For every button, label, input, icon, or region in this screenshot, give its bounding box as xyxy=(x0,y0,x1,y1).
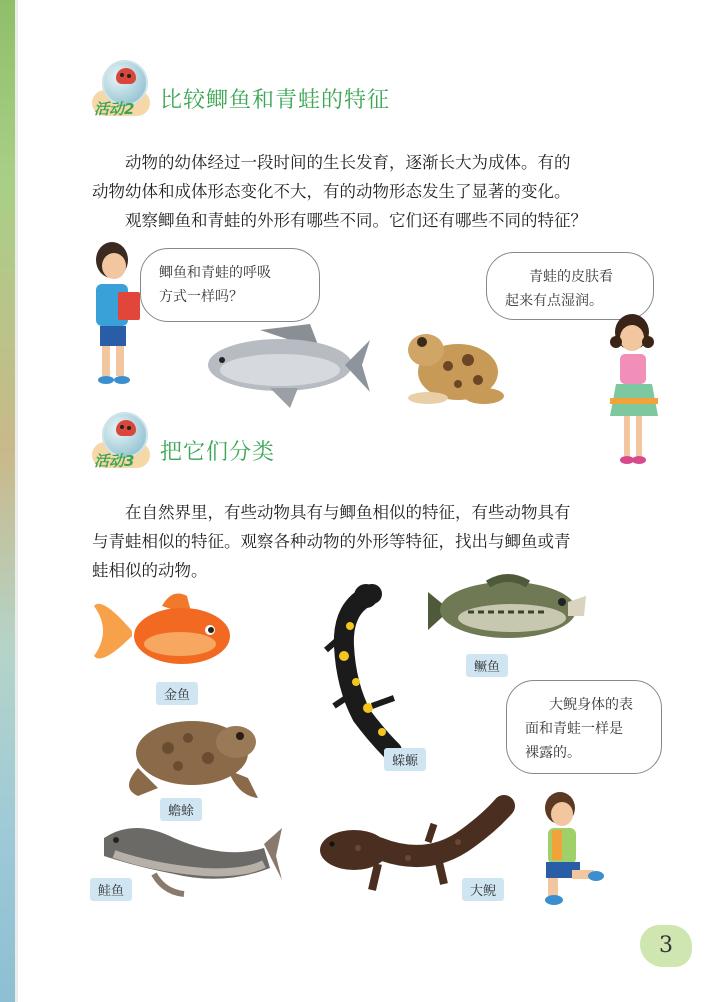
bubble-line: 大鲵身体的表 xyxy=(549,697,633,713)
crucian-carp-image xyxy=(200,320,370,410)
ladybug-icon xyxy=(116,420,136,436)
label-giant-salamander: 大鲵 xyxy=(462,878,504,901)
boy-reading-illustration xyxy=(88,240,148,390)
girl-speech-bubble xyxy=(486,252,654,320)
activity-2-title: 比较鲫鱼和青蛙的特征 xyxy=(160,88,391,113)
activity-badge xyxy=(92,60,152,116)
goldfish-image xyxy=(92,586,237,676)
bubble-line: 方式一样吗？ xyxy=(159,289,243,305)
classify-line-1: 在自然界里，有些动物具有与鲫鱼相似的特征，有些动物具有 xyxy=(125,503,571,522)
boy-2-speech-bubble xyxy=(506,680,662,774)
toad-image xyxy=(118,708,258,803)
page-edge-decoration xyxy=(0,0,18,1002)
ladybug-icon xyxy=(116,68,136,84)
activity-badge xyxy=(92,412,152,468)
intro-line-2: 动物幼体和成体形态变化不大，有的动物形态发生了显著的变化。 xyxy=(92,182,571,201)
label-snakehead: 鲑鱼 xyxy=(90,878,132,901)
frog-image xyxy=(398,322,508,412)
boy-kneeling-illustration xyxy=(536,790,606,908)
bubble-line: 裸露的。 xyxy=(525,745,581,761)
bubble-line: 起来有点湿润。 xyxy=(505,293,603,309)
activity-3-title: 把它们分类 xyxy=(160,440,276,465)
activity-2-header xyxy=(92,60,390,116)
bubble-line: 面和青蛙一样是 xyxy=(525,721,623,737)
classify-line-2: 与青蛙相似的特征。观察各种动物的外形等特征，找出与鲫鱼或青 xyxy=(92,532,571,551)
bubble-line: 鲫鱼和青蛙的呼吸 xyxy=(159,265,271,281)
intro-line-1: 动物的幼体经过一段时间的生长发育，逐渐长大为成体。有的 xyxy=(125,153,571,172)
boy-speech-bubble xyxy=(140,248,320,322)
label-toad: 蟾蜍 xyxy=(160,798,202,821)
label-goldfish: 金鱼 xyxy=(156,682,198,705)
activity-3-header xyxy=(92,412,275,468)
girl-illustration xyxy=(608,312,660,468)
label-bass: 鳜鱼 xyxy=(466,654,508,677)
bubble-line: 青蛙的皮肤看 xyxy=(529,269,613,285)
activity-2-tag: 活动2 xyxy=(94,100,135,118)
page-number: 3 xyxy=(640,925,692,967)
bass-image xyxy=(428,572,588,652)
classify-line-3: 蛙相似的动物。 xyxy=(92,561,208,580)
intro-paragraph xyxy=(92,148,652,235)
salamander-image xyxy=(322,586,412,761)
activity-3-tag: 活动3 xyxy=(94,452,135,470)
intro-line-3: 观察鲫鱼和青蛙的外形有哪些不同。它们还有哪些不同的特征？ xyxy=(125,211,587,230)
label-salamander: 蝾螈 xyxy=(384,748,426,771)
